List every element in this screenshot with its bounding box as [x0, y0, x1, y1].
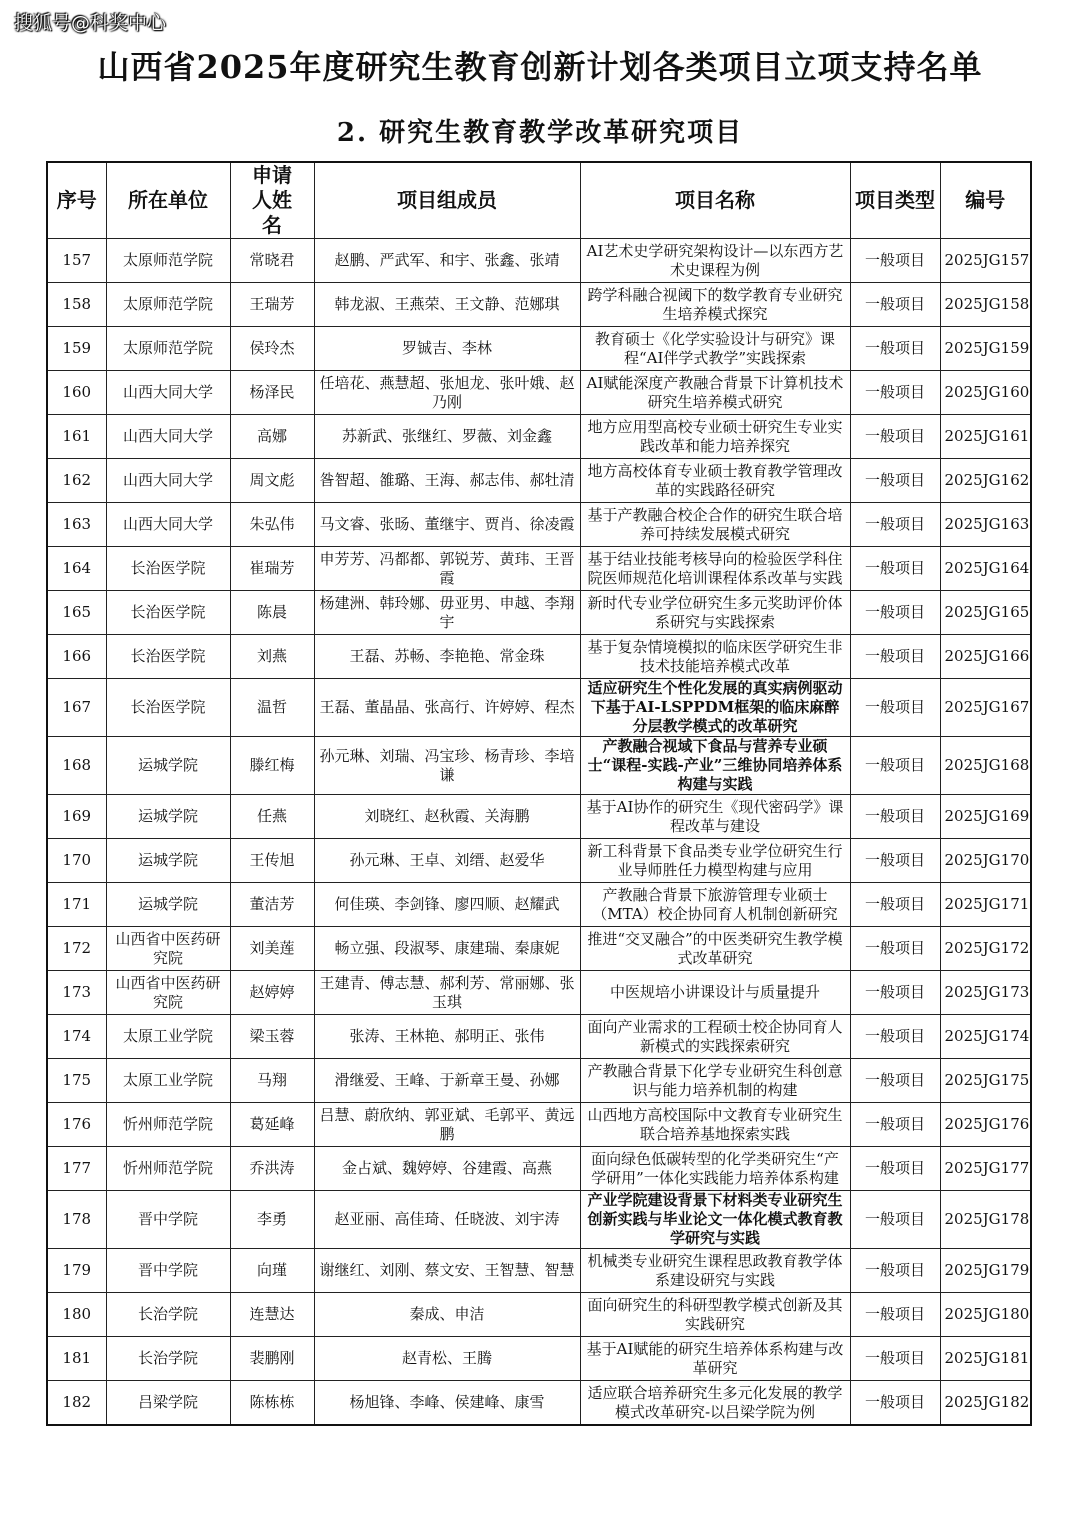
cell-applicant: 杨泽民	[230, 371, 314, 415]
table-row	[47, 635, 1031, 679]
cell-project-type: 一般项目	[850, 883, 940, 927]
cell-applicant: 董洁芳	[230, 883, 314, 927]
cell-applicant: 赵婷婷	[230, 971, 314, 1015]
cell-institution: 长治学院	[106, 1293, 230, 1337]
cell-code: 2025JG179	[940, 1249, 1031, 1293]
cell-index: 172	[47, 927, 106, 971]
cell-index: 161	[47, 415, 106, 459]
page-title: 山西省2025年度研究生教育创新计划各类项目立项支持名单	[97, 48, 983, 86]
cell-institution: 忻州师范学院	[106, 1147, 230, 1191]
cell-members: 孙元琳、王卓、刘缙、赵爱华	[314, 839, 580, 883]
table-row	[47, 1337, 1031, 1381]
table-header-row	[47, 162, 1031, 239]
cell-index: 179	[47, 1249, 106, 1293]
table-row	[47, 927, 1031, 971]
cell-code: 2025JG178	[940, 1191, 1031, 1249]
cell-index: 181	[47, 1337, 106, 1381]
cell-institution: 长治医学院	[106, 547, 230, 591]
cell-applicant: 马翔	[230, 1059, 314, 1103]
cell-applicant: 温哲	[230, 679, 314, 737]
cell-applicant: 陈晨	[230, 591, 314, 635]
cell-project-type: 一般项目	[850, 1059, 940, 1103]
cell-members: 孙元琳、刘瑞、冯宝珍、杨青珍、李培谦	[314, 737, 580, 795]
cell-index: 178	[47, 1191, 106, 1249]
table-row	[47, 1147, 1031, 1191]
cell-project-type: 一般项目	[850, 503, 940, 547]
cell-code: 2025JG162	[940, 459, 1031, 503]
cell-code: 2025JG169	[940, 795, 1031, 839]
cell-code: 2025JG176	[940, 1103, 1031, 1147]
cell-project-type: 一般项目	[850, 1015, 940, 1059]
cell-project-name: 地方应用型高校专业硕士研究生专业实践改革和能力培养探究	[580, 415, 850, 459]
cell-project-name: 中医规培小讲课设计与质量提升	[580, 971, 850, 1015]
cell-code: 2025JG170	[940, 839, 1031, 883]
cell-members: 畅立强、段淑琴、康建瑞、秦康妮	[314, 927, 580, 971]
cell-project-type: 一般项目	[850, 927, 940, 971]
cell-project-name: 新时代专业学位研究生多元奖助评价体系研究与实践探索	[580, 591, 850, 635]
cell-index: 169	[47, 795, 106, 839]
cell-applicant: 向瑾	[230, 1249, 314, 1293]
table-row	[47, 795, 1031, 839]
cell-applicant: 崔瑞芳	[230, 547, 314, 591]
cell-code: 2025JG174	[940, 1015, 1031, 1059]
header-members: 项目组成员	[314, 162, 580, 239]
cell-institution: 运城学院	[106, 883, 230, 927]
cell-institution: 山西省中医药研究院	[106, 971, 230, 1015]
cell-code: 2025JG173	[940, 971, 1031, 1015]
cell-project-name: 适应联合培养研究生多元化发展的教学模式改革研究-以吕梁学院为例	[580, 1381, 850, 1426]
table-row	[47, 971, 1031, 1015]
cell-project-type: 一般项目	[850, 1293, 940, 1337]
cell-code: 2025JG163	[940, 503, 1031, 547]
cell-members: 王磊、苏畅、李艳艳、常金珠	[314, 635, 580, 679]
cell-members: 申芳芳、冯都都、郭锐芳、黄玮、王晋霞	[314, 547, 580, 591]
cell-index: 159	[47, 327, 106, 371]
cell-project-type: 一般项目	[850, 327, 940, 371]
cell-institution: 忻州师范学院	[106, 1103, 230, 1147]
cell-members: 赵亚丽、高佳琦、任晓波、刘宇涛	[314, 1191, 580, 1249]
table-row	[47, 1249, 1031, 1293]
cell-index: 180	[47, 1293, 106, 1337]
cell-project-type: 一般项目	[850, 1337, 940, 1381]
cell-project-name: 跨学科融合视阈下的数学教育专业研究生培养模式探究	[580, 283, 850, 327]
cell-project-type: 一般项目	[850, 795, 940, 839]
header-institution: 所在单位	[106, 162, 230, 239]
cell-applicant: 刘燕	[230, 635, 314, 679]
table-row	[47, 415, 1031, 459]
cell-index: 163	[47, 503, 106, 547]
cell-applicant: 裴鹏刚	[230, 1337, 314, 1381]
header-code: 编号	[940, 162, 1031, 239]
cell-code: 2025JG164	[940, 547, 1031, 591]
table-row	[47, 737, 1031, 795]
table-row	[47, 371, 1031, 415]
cell-project-type: 一般项目	[850, 839, 940, 883]
cell-project-type: 一般项目	[850, 591, 940, 635]
cell-project-name: 产教融合背景下旅游管理专业硕士（MTA）校企协同育人机制创新研究	[580, 883, 850, 927]
cell-code: 2025JG177	[940, 1147, 1031, 1191]
table-row	[47, 239, 1031, 283]
cell-code: 2025JG159	[940, 327, 1031, 371]
cell-index: 167	[47, 679, 106, 737]
table-row	[47, 1059, 1031, 1103]
table-row	[47, 1015, 1031, 1059]
cell-project-name: 教育硕士《化学实验设计与研究》课程“AI伴学式教学”实践探索	[580, 327, 850, 371]
table-row	[47, 591, 1031, 635]
cell-code: 2025JG165	[940, 591, 1031, 635]
cell-institution: 山西省中医药研究院	[106, 927, 230, 971]
cell-applicant: 梁玉蓉	[230, 1015, 314, 1059]
cell-institution: 太原工业学院	[106, 1015, 230, 1059]
cell-project-name: 基于结业技能考核导向的检验医学科住院医师规范化培训课程体系改革与实践	[580, 547, 850, 591]
cell-index: 168	[47, 737, 106, 795]
cell-project-type: 一般项目	[850, 1147, 940, 1191]
cell-project-name: 面向研究生的科研型教学模式创新及其实践研究	[580, 1293, 850, 1337]
cell-project-name: 推进“交叉融合”的中医类研究生教学模式改革研究	[580, 927, 850, 971]
table-row	[47, 679, 1031, 737]
table-body	[47, 239, 1031, 1426]
cell-institution: 山西大同大学	[106, 459, 230, 503]
cell-code: 2025JG166	[940, 635, 1031, 679]
cell-members: 苏新武、张继红、罗薇、刘金鑫	[314, 415, 580, 459]
cell-project-type: 一般项目	[850, 1191, 940, 1249]
cell-members: 罗铖吉、李林	[314, 327, 580, 371]
cell-code: 2025JG167	[940, 679, 1031, 737]
cell-applicant: 陈栋栋	[230, 1381, 314, 1426]
cell-project-type: 一般项目	[850, 459, 940, 503]
cell-index: 170	[47, 839, 106, 883]
cell-code: 2025JG175	[940, 1059, 1031, 1103]
cell-applicant: 高娜	[230, 415, 314, 459]
cell-institution: 山西大同大学	[106, 503, 230, 547]
cell-code: 2025JG172	[940, 927, 1031, 971]
header-project-type: 项目类型	[850, 162, 940, 239]
cell-applicant: 侯玲杰	[230, 327, 314, 371]
cell-code: 2025JG158	[940, 283, 1031, 327]
table-row	[47, 1293, 1031, 1337]
cell-project-type: 一般项目	[850, 371, 940, 415]
cell-project-name: 面向产业需求的工程硕士校企协同育人新模式的实践探索研究	[580, 1015, 850, 1059]
cell-code: 2025JG182	[940, 1381, 1031, 1426]
cell-code: 2025JG171	[940, 883, 1031, 927]
cell-index: 158	[47, 283, 106, 327]
cell-institution: 山西大同大学	[106, 371, 230, 415]
cell-members: 赵鹏、严武军、和宇、张鑫、张靖	[314, 239, 580, 283]
cell-applicant: 葛延峰	[230, 1103, 314, 1147]
cell-index: 177	[47, 1147, 106, 1191]
cell-project-name: 基于AI协作的研究生《现代密码学》课程改革与建设	[580, 795, 850, 839]
cell-applicant: 任燕	[230, 795, 314, 839]
table-row	[47, 1381, 1031, 1426]
cell-institution: 太原工业学院	[106, 1059, 230, 1103]
cell-project-type: 一般项目	[850, 971, 940, 1015]
cell-applicant: 乔洪涛	[230, 1147, 314, 1191]
cell-members: 张涛、王林艳、郝明正、张伟	[314, 1015, 580, 1059]
table-row	[47, 839, 1031, 883]
cell-project-name: 基于复杂情境模拟的临床医学研究生非技术技能培养模式改革	[580, 635, 850, 679]
project-table	[46, 161, 1032, 1426]
cell-project-name: AI艺术史学研究架构设计—以东西方艺术史课程为例	[580, 239, 850, 283]
cell-index: 171	[47, 883, 106, 927]
cell-institution: 吕梁学院	[106, 1381, 230, 1426]
cell-code: 2025JG180	[940, 1293, 1031, 1337]
cell-institution: 长治医学院	[106, 679, 230, 737]
cell-index: 166	[47, 635, 106, 679]
cell-institution: 太原师范学院	[106, 283, 230, 327]
cell-code: 2025JG157	[940, 239, 1031, 283]
cell-index: 164	[47, 547, 106, 591]
cell-project-type: 一般项目	[850, 415, 940, 459]
cell-institution: 运城学院	[106, 795, 230, 839]
cell-project-name: 产教融合视域下食品与营养专业硕士“课程-实践-产业”三维协同培养体系构建与实践	[580, 737, 850, 795]
cell-index: 173	[47, 971, 106, 1015]
cell-project-type: 一般项目	[850, 679, 940, 737]
cell-applicant: 滕红梅	[230, 737, 314, 795]
cell-members: 滑继爱、王峰、于新章王曼、孙娜	[314, 1059, 580, 1103]
cell-institution: 长治医学院	[106, 591, 230, 635]
cell-index: 162	[47, 459, 106, 503]
cell-project-name: 适应研究生个性化发展的真实病例驱动下基于AI-LSPPDM框架的临床麻醉分层教学模式的改革研究	[580, 679, 850, 737]
cell-applicant: 李勇	[230, 1191, 314, 1249]
table-row	[47, 283, 1031, 327]
cell-project-name: 面向绿色低碳转型的化学类研究生“产学研用”一体化实践能力培养体系构建	[580, 1147, 850, 1191]
table-row	[47, 503, 1031, 547]
cell-code: 2025JG181	[940, 1337, 1031, 1381]
cell-index: 157	[47, 239, 106, 283]
cell-project-type: 一般项目	[850, 547, 940, 591]
cell-project-type: 一般项目	[850, 635, 940, 679]
section-subtitle: 2. 研究生教育教学改革研究项目	[336, 118, 744, 148]
table-row	[47, 547, 1031, 591]
cell-applicant: 连慧达	[230, 1293, 314, 1337]
cell-project-type: 一般项目	[850, 239, 940, 283]
cell-applicant: 王瑞芳	[230, 283, 314, 327]
cell-institution: 晋中学院	[106, 1249, 230, 1293]
header-applicant: 申请人姓名	[230, 162, 314, 239]
cell-members: 任培花、燕慧超、张旭龙、张叶娥、赵乃刚	[314, 371, 580, 415]
cell-project-name: 基于AI赋能的研究生培养体系构建与改革研究	[580, 1337, 850, 1381]
cell-project-type: 一般项目	[850, 283, 940, 327]
cell-applicant: 常晓君	[230, 239, 314, 283]
header-project-name: 项目名称	[580, 162, 850, 239]
cell-project-name: 新工科背景下食品类专业学位研究生行业导师胜任力模型构建与应用	[580, 839, 850, 883]
cell-members: 杨旭锋、李峰、侯建峰、康雪	[314, 1381, 580, 1426]
cell-project-name: AI赋能深度产教融合背景下计算机技术研究生培养模式研究	[580, 371, 850, 415]
cell-institution: 长治医学院	[106, 635, 230, 679]
table-row	[47, 459, 1031, 503]
cell-code: 2025JG161	[940, 415, 1031, 459]
watermark: 搜狐号@科奖中心	[14, 12, 167, 34]
cell-members: 马文睿、张旸、董继宇、贾肖、徐凌霞	[314, 503, 580, 547]
cell-project-name: 地方高校体育专业硕士教育教学管理改革的实践路径研究	[580, 459, 850, 503]
cell-members: 杨建洲、韩玲娜、毋亚男、申越、李翔宇	[314, 591, 580, 635]
cell-index: 176	[47, 1103, 106, 1147]
cell-index: 174	[47, 1015, 106, 1059]
cell-members: 何佳瑛、李剑锋、廖四顺、赵耀武	[314, 883, 580, 927]
cell-members: 金占斌、魏婷婷、谷建霞、高燕	[314, 1147, 580, 1191]
cell-institution: 山西大同大学	[106, 415, 230, 459]
cell-institution: 太原师范学院	[106, 239, 230, 283]
cell-code: 2025JG160	[940, 371, 1031, 415]
cell-members: 韩龙淑、王燕荣、王文静、范娜琪	[314, 283, 580, 327]
cell-institution: 运城学院	[106, 839, 230, 883]
cell-project-name: 山西地方高校国际中文教育专业研究生联合培养基地探索实践	[580, 1103, 850, 1147]
cell-members: 赵青松、王腾	[314, 1337, 580, 1381]
table-row	[47, 1103, 1031, 1147]
cell-institution: 长治学院	[106, 1337, 230, 1381]
header-index: 序号	[47, 162, 106, 239]
cell-members: 王建青、傅志慧、郝利芳、常丽娜、张玉琪	[314, 971, 580, 1015]
cell-applicant: 刘美莲	[230, 927, 314, 971]
cell-applicant: 王传旭	[230, 839, 314, 883]
cell-index: 182	[47, 1381, 106, 1426]
cell-members: 刘晓红、赵秋霞、关海鹏	[314, 795, 580, 839]
cell-institution: 太原师范学院	[106, 327, 230, 371]
cell-code: 2025JG168	[940, 737, 1031, 795]
cell-institution: 晋中学院	[106, 1191, 230, 1249]
cell-project-type: 一般项目	[850, 1103, 940, 1147]
cell-members: 昝智超、雒璐、王海、郝志伟、郝牡清	[314, 459, 580, 503]
cell-project-type: 一般项目	[850, 1381, 940, 1426]
cell-index: 165	[47, 591, 106, 635]
cell-index: 160	[47, 371, 106, 415]
cell-applicant: 朱弘伟	[230, 503, 314, 547]
table-row	[47, 1191, 1031, 1249]
cell-members: 王磊、董晶晶、张高行、许婷婷、程杰	[314, 679, 580, 737]
cell-project-type: 一般项目	[850, 1249, 940, 1293]
cell-project-name: 机械类专业研究生课程思政教育教学体系建设研究与实践	[580, 1249, 850, 1293]
cell-project-name: 基于产教融合校企合作的研究生联合培养可持续发展模式研究	[580, 503, 850, 547]
cell-project-type: 一般项目	[850, 737, 940, 795]
cell-members: 谢继红、刘刚、蔡文安、王智慧、智慧	[314, 1249, 580, 1293]
cell-index: 175	[47, 1059, 106, 1103]
cell-institution: 运城学院	[106, 737, 230, 795]
cell-members: 秦成、申洁	[314, 1293, 580, 1337]
cell-project-name: 产教融合背景下化学专业研究生科创意识与能力培养机制的构建	[580, 1059, 850, 1103]
table-row	[47, 883, 1031, 927]
cell-members: 吕慧、蔚欣纳、郭亚斌、毛郭平、黄远鹏	[314, 1103, 580, 1147]
cell-project-name: 产业学院建设背景下材料类专业研究生创新实践与毕业论文一体化模式教育教学研究与实践	[580, 1191, 850, 1249]
table-row	[47, 327, 1031, 371]
cell-applicant: 周文彪	[230, 459, 314, 503]
